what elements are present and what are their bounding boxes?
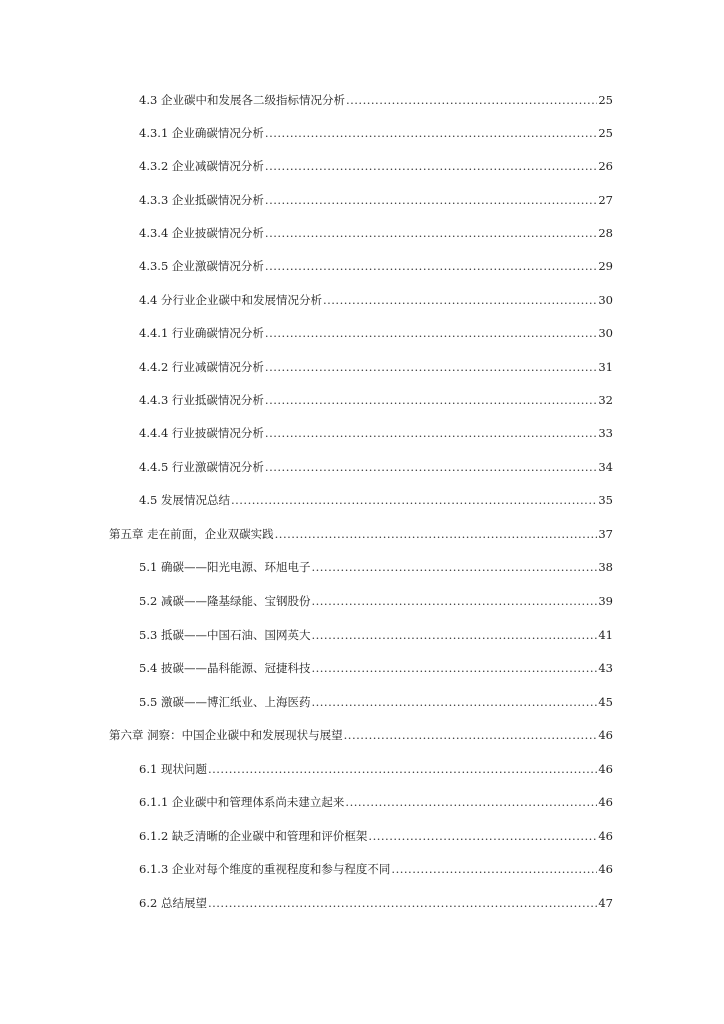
toc-entry-page: 32 [598, 393, 613, 407]
toc-entry[interactable] [139, 426, 613, 440]
toc-entry-label: 5.2 减碳——隆基绿能、宝钢股份 [139, 594, 311, 608]
toc-leader-dots [208, 762, 597, 776]
toc-entry-label: 4.4.2 行业减碳情况分析 [139, 360, 264, 374]
toc-entry[interactable] [139, 193, 613, 207]
toc-leader-dots [391, 862, 597, 876]
toc-entry[interactable] [139, 360, 613, 374]
toc-leader-dots [265, 393, 597, 407]
toc-leader-dots [311, 594, 597, 608]
toc-entry-label: 4.4 分行业企业碳中和发展情况分析 [139, 293, 322, 307]
toc-entry[interactable] [139, 460, 613, 474]
toc-entry-label: 6.1 现状问题 [139, 762, 207, 776]
toc-entry-page: 46 [598, 829, 613, 843]
toc-entry-page: 29 [598, 259, 613, 273]
toc-leader-dots [265, 159, 597, 173]
toc-entry-page: 46 [598, 762, 613, 776]
toc-entry-page: 33 [598, 426, 613, 440]
toc-leader-dots [265, 426, 597, 440]
toc-entry[interactable] [139, 560, 613, 574]
toc-entry-page: 28 [598, 226, 613, 240]
toc-entry[interactable] [139, 393, 613, 407]
toc-entry-label: 4.3.2 企业减碳情况分析 [139, 159, 264, 173]
toc-entry-label: 6.2 总结展望 [139, 896, 207, 910]
toc-entry[interactable] [139, 293, 613, 307]
toc-entry-label: 4.4.3 行业抵碳情况分析 [139, 393, 264, 407]
toc-entry-label: 4.3.1 企业确碳情况分析 [139, 126, 264, 140]
toc-entry[interactable] [139, 226, 613, 240]
toc-entry[interactable] [139, 695, 613, 709]
toc-entry[interactable] [139, 594, 613, 608]
toc-entry[interactable] [139, 126, 613, 140]
toc-entry-label: 6.1.3 企业对每个维度的重视程度和参与程度不同 [139, 862, 391, 876]
toc-leader-dots [265, 460, 597, 474]
toc-entry-label: 第六章 洞察：中国企业碳中和发展现状与展望 [109, 728, 343, 742]
toc-entry-label: 5.1 确碳——阳光电源、环旭电子 [139, 560, 311, 574]
toc-leader-dots [311, 661, 597, 675]
toc-entry-page: 30 [598, 326, 613, 340]
toc-entry[interactable] [139, 829, 613, 843]
toc-leader-dots [231, 493, 597, 507]
toc-entry-label: 4.3.3 企业抵碳情况分析 [139, 193, 264, 207]
toc-leader-dots [346, 93, 597, 107]
toc-entry-label: 5.5 激碳——博汇纸业、上海医药 [139, 695, 311, 709]
toc-entry-page: 46 [598, 728, 613, 742]
toc-leader-dots [311, 560, 597, 574]
toc-entry-label: 4.5 发展情况总结 [139, 493, 230, 507]
toc-entry[interactable] [139, 493, 613, 507]
toc-entry-page: 27 [598, 193, 613, 207]
toc-entry-page: 35 [598, 493, 613, 507]
toc-leader-dots [275, 527, 598, 541]
toc-chapter-entry[interactable] [109, 728, 613, 742]
toc-entry-label: 4.4.4 行业披碳情况分析 [139, 426, 264, 440]
toc-entry-page: 46 [598, 795, 613, 809]
toc-entry[interactable] [139, 661, 613, 675]
toc-entry-label: 第五章 走在前面，企业双碳实践 [109, 527, 274, 541]
toc-entry-page: 34 [598, 460, 613, 474]
toc-entry-label: 4.3 企业碳中和发展各二级指标情况分析 [139, 93, 345, 107]
toc-entry-label: 4.3.5 企业激碳情况分析 [139, 259, 264, 273]
toc-entry-label: 4.4.1 行业确碳情况分析 [139, 326, 264, 340]
toc-entry-label: 4.3.4 企业披碳情况分析 [139, 226, 264, 240]
toc-leader-dots [323, 293, 597, 307]
toc-entry-label: 5.4 披碳——晶科能源、冠捷科技 [139, 661, 311, 675]
toc-leader-dots [311, 695, 597, 709]
toc-entry-page: 37 [598, 527, 613, 541]
toc-entry[interactable] [139, 326, 613, 340]
toc-leader-dots [368, 829, 597, 843]
toc-leader-dots [208, 896, 597, 910]
toc-entry-page: 38 [598, 560, 613, 574]
toc-entry[interactable] [139, 795, 613, 809]
toc-leader-dots [265, 326, 597, 340]
toc-entry[interactable] [139, 628, 613, 642]
toc-leader-dots [265, 193, 597, 207]
toc-entry-page: 47 [598, 896, 613, 910]
toc-entry-page: 39 [598, 594, 613, 608]
toc-entry[interactable] [139, 93, 613, 107]
toc-entry[interactable] [139, 259, 613, 273]
toc-entry-label: 5.3 抵碳——中国石油、国网英大 [139, 628, 311, 642]
toc-leader-dots [344, 728, 598, 742]
toc-entry[interactable] [139, 159, 613, 173]
toc-entry-label: 6.1.2 缺乏清晰的企业碳中和管理和评价框架 [139, 829, 368, 843]
toc-leader-dots [265, 259, 597, 273]
toc-entry-label: 6.1.1 企业碳中和管理体系尚未建立起来 [139, 795, 345, 809]
toc-leader-dots [265, 360, 597, 374]
toc-entry-page: 45 [598, 695, 613, 709]
toc-entry-page: 30 [598, 293, 613, 307]
toc-entry-page: 25 [598, 126, 613, 140]
toc-entry-page: 31 [598, 360, 613, 374]
toc-entry-label: 4.4.5 行业激碳情况分析 [139, 460, 264, 474]
toc-entry-page: 43 [598, 661, 613, 675]
toc-entry-page: 26 [598, 159, 613, 173]
toc-entry[interactable] [139, 762, 613, 776]
toc-entry[interactable] [139, 862, 613, 876]
toc-leader-dots [265, 226, 597, 240]
toc-entry-page: 41 [598, 628, 613, 642]
toc-leader-dots [265, 126, 597, 140]
toc-entry-page: 46 [598, 862, 613, 876]
toc-leader-dots [311, 628, 597, 642]
toc-leader-dots [345, 795, 597, 809]
toc-entry[interactable] [139, 896, 613, 910]
toc-chapter-entry[interactable] [109, 527, 613, 541]
toc-entry-page: 25 [598, 93, 613, 107]
